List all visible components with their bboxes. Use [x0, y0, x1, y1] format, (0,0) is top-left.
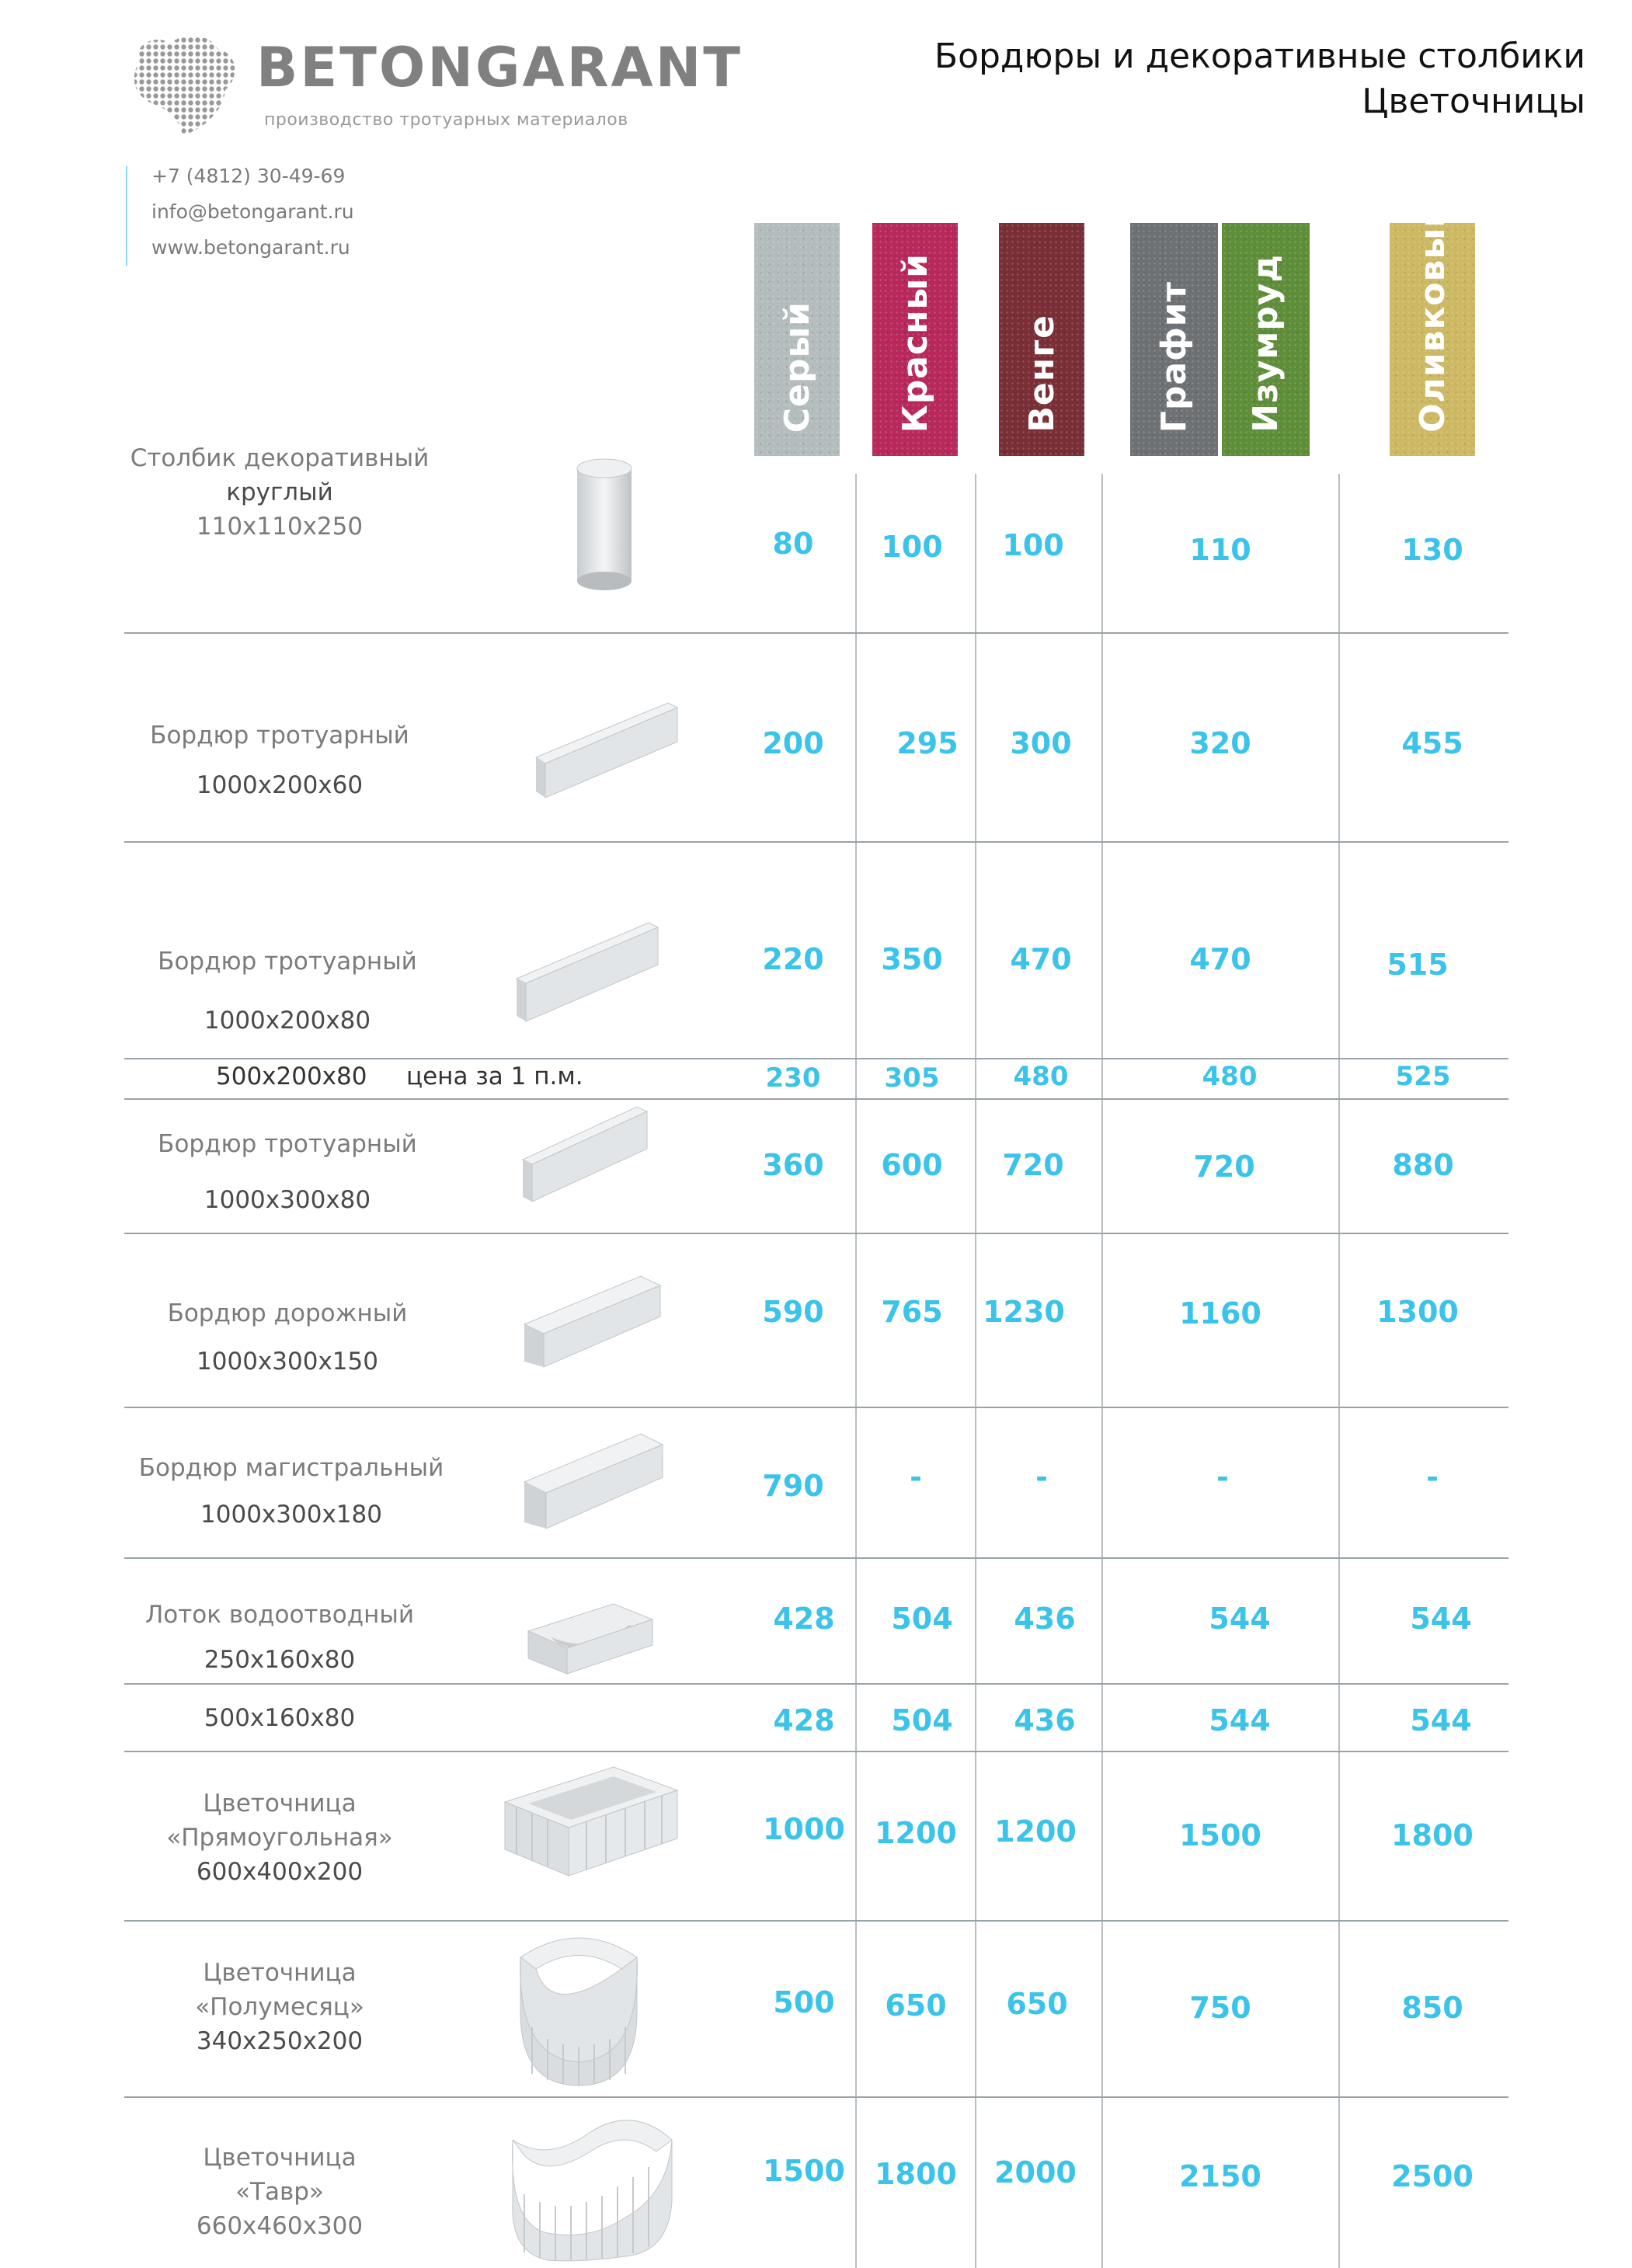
- price-cell: 110: [1189, 533, 1251, 567]
- title-line-2: Цветочницы: [1362, 82, 1585, 121]
- row-label-halfmoon-planter: [109, 1956, 451, 2058]
- row-label-500x200x80: 500x200x80: [216, 1063, 367, 1091]
- swatch-olive: [1390, 203, 1475, 456]
- row-label-rect-planter: [109, 1786, 451, 1889]
- swatch-wenge: [999, 223, 1084, 456]
- row-divider: [124, 632, 1508, 634]
- row-divider: [124, 1557, 1508, 1559]
- row-label-curb-300x80: [117, 1116, 458, 1228]
- contact-divider: [126, 166, 127, 266]
- price-cell: 650: [1006, 1987, 1068, 2021]
- tavr-planter-image: [501, 2109, 680, 2264]
- swatch-label: Оливковый: [1412, 203, 1453, 433]
- brand-tagline: производство тротуарных материалов: [264, 110, 628, 130]
- halfmoon-planter-image: [505, 1926, 652, 2089]
- price-cell: 1200: [994, 1814, 1077, 1849]
- price-cell: 720: [1193, 1150, 1255, 1184]
- product-name-2: «Полумесяц»: [195, 1993, 364, 2021]
- price-cell: 220: [762, 942, 824, 976]
- row-label-round-post: [109, 441, 451, 544]
- highway-curb-image: [517, 1429, 672, 1530]
- curb-300x80-image: [517, 1099, 656, 1208]
- row-divider: [124, 841, 1508, 843]
- price-cell: -: [1035, 1460, 1048, 1494]
- price-cell: 320: [1189, 726, 1251, 760]
- price-cell: 295: [896, 726, 959, 760]
- product-name: Лоток водоотводный: [144, 1601, 415, 1629]
- price-cell: 305: [884, 1063, 940, 1094]
- price-cell: 130: [1401, 533, 1463, 567]
- price-cell: 480: [1013, 1061, 1069, 1092]
- price-cell: 544: [1209, 1703, 1271, 1738]
- product-size: 340x250x200: [196, 2027, 364, 2055]
- product-name: Бордюр тротуарный: [150, 722, 409, 750]
- row-divider: [124, 1098, 1508, 1100]
- product-name: Бордюр магистральный: [138, 1454, 444, 1482]
- price-cell: 525: [1395, 1061, 1451, 1092]
- price-cell: 360: [762, 1148, 824, 1182]
- round-post-image: [571, 454, 641, 594]
- row-label-tavr-planter: [109, 2141, 451, 2243]
- product-name-2: «Тавр»: [235, 2178, 324, 2206]
- road-curb-image: [517, 1270, 672, 1371]
- price-cell: 100: [881, 530, 943, 564]
- price-cell: 2000: [994, 2155, 1077, 2190]
- price-cell: 515: [1387, 948, 1449, 982]
- product-name: Столбик декоративный: [130, 444, 430, 472]
- product-name: Бордюр тротуарный: [158, 948, 417, 976]
- swatch-label: Венге: [1021, 315, 1062, 433]
- price-cell: -: [1426, 1460, 1439, 1494]
- price-cell: 750: [1189, 1991, 1251, 2025]
- price-cell: 1500: [1179, 1818, 1261, 1852]
- product-name: Бордюр дорожный: [167, 1299, 408, 1327]
- price-cell: 1230: [983, 1295, 1065, 1329]
- product-name: Бордюр тротуарный: [158, 1130, 417, 1158]
- swatch-red: [872, 223, 958, 456]
- product-size: 1000x200x60: [196, 771, 364, 799]
- price-cell: 1200: [875, 1816, 957, 1850]
- price-cell: 544: [1410, 1703, 1472, 1738]
- price-cell: 300: [1010, 726, 1072, 760]
- price-note: цена за 1 п.м.: [406, 1063, 583, 1091]
- row-divider: [124, 2096, 1508, 2098]
- product-size: 600x400x200: [196, 1858, 364, 1886]
- product-size: 500x160x80: [204, 1704, 356, 1732]
- price-cell: 500: [773, 1985, 835, 2019]
- product-name-2: круглый: [226, 478, 333, 506]
- row-divider: [124, 1751, 1508, 1752]
- price-cell: 544: [1410, 1602, 1472, 1636]
- website-link[interactable]: www.betongarant.ru: [151, 236, 350, 259]
- price-cell: 455: [1401, 726, 1463, 760]
- curb-200x60-image: [528, 695, 684, 804]
- price-cell: 504: [891, 1703, 953, 1738]
- price-cell: 230: [765, 1063, 821, 1094]
- price-cell: 590: [762, 1295, 824, 1329]
- product-size: 110x110x250: [196, 513, 364, 541]
- price-cell: 765: [881, 1295, 943, 1329]
- title-line-1: Бордюры и декоративные столбики: [934, 37, 1585, 76]
- price-cell: 880: [1392, 1148, 1454, 1182]
- swatch-grey: [754, 223, 840, 456]
- row-label-drain-tray-500: [109, 1701, 451, 1735]
- drain-tray-image: [520, 1600, 660, 1678]
- price-cell: 2500: [1391, 2159, 1474, 2193]
- product-size: 250x160x80: [204, 1646, 356, 1674]
- swatch-graphite: [1130, 223, 1218, 456]
- product-name-2: «Прямоугольная»: [166, 1824, 393, 1852]
- price-cell: 1000: [763, 1812, 845, 1846]
- row-divider: [124, 1407, 1508, 1408]
- email-link[interactable]: info@betongarant.ru: [151, 200, 354, 223]
- row-divider: [124, 1920, 1508, 1922]
- row-label-drain-tray: [109, 1592, 451, 1682]
- swatch-emerald: [1222, 223, 1310, 456]
- row-label-curb-200x80: [117, 932, 458, 1050]
- price-cell: 2150: [1179, 2159, 1261, 2193]
- product-size: 660x460x300: [196, 2212, 364, 2240]
- price-cell: 470: [1189, 942, 1251, 976]
- phone-number: +7 (4812) 30-49-69: [151, 165, 346, 187]
- price-cell: 544: [1209, 1602, 1271, 1636]
- product-size: 1000x300x180: [200, 1501, 382, 1529]
- price-cell: 790: [762, 1469, 824, 1503]
- price-cell: 350: [881, 942, 943, 976]
- price-cell: 1800: [1391, 1818, 1474, 1852]
- price-cell: 470: [1010, 942, 1072, 976]
- price-cell: 480: [1202, 1061, 1258, 1092]
- logo-mark-icon: [124, 30, 241, 137]
- swatch-label: Серый: [777, 301, 817, 433]
- price-cell: 436: [1014, 1703, 1076, 1738]
- brand-name: BETONGARANT: [256, 36, 743, 99]
- product-name: Цветочница: [203, 1959, 357, 1987]
- row-label-curb-200x60: [109, 711, 451, 810]
- row-label-highway-curb: [109, 1445, 474, 1538]
- swatch-label: Красный: [895, 252, 935, 433]
- price-cell: 80: [772, 527, 814, 561]
- price-cell: 720: [1002, 1148, 1064, 1182]
- price-cell: 200: [762, 726, 824, 760]
- price-cell: 650: [885, 1988, 947, 2023]
- swatch-label: Графит: [1154, 280, 1194, 433]
- swatch-label: Изумруд: [1246, 254, 1286, 433]
- price-cell: 1300: [1376, 1295, 1459, 1329]
- price-cell: 1800: [875, 2157, 957, 2191]
- price-cell: 428: [773, 1703, 835, 1738]
- product-name: Цветочница: [203, 2144, 357, 2172]
- price-cell: 100: [1002, 528, 1064, 562]
- row-label-road-curb: [117, 1289, 458, 1386]
- curb-200x80-image: [509, 917, 664, 1025]
- price-cell: -: [910, 1460, 922, 1494]
- document-title: [934, 34, 1585, 124]
- price-cell: 504: [891, 1602, 953, 1636]
- price-cell: 850: [1401, 1991, 1463, 2025]
- row-divider: [124, 1233, 1508, 1234]
- price-cell: 1500: [763, 2154, 845, 2188]
- column-divider: [1338, 474, 1340, 2268]
- price-cell: 600: [881, 1148, 943, 1182]
- product-size: 1000x200x80: [204, 1007, 371, 1035]
- rect-planter-image: [497, 1759, 684, 1884]
- price-cell: 436: [1014, 1602, 1076, 1636]
- product-size: 1000x300x80: [204, 1186, 371, 1214]
- product-name: Цветочница: [203, 1790, 357, 1818]
- row-divider: [124, 1683, 1508, 1685]
- row-divider: [124, 1058, 1508, 1059]
- price-cell: 428: [773, 1602, 835, 1636]
- product-size: 1000x300x150: [197, 1348, 378, 1376]
- price-cell: -: [1216, 1460, 1229, 1494]
- price-cell: 1160: [1179, 1296, 1261, 1331]
